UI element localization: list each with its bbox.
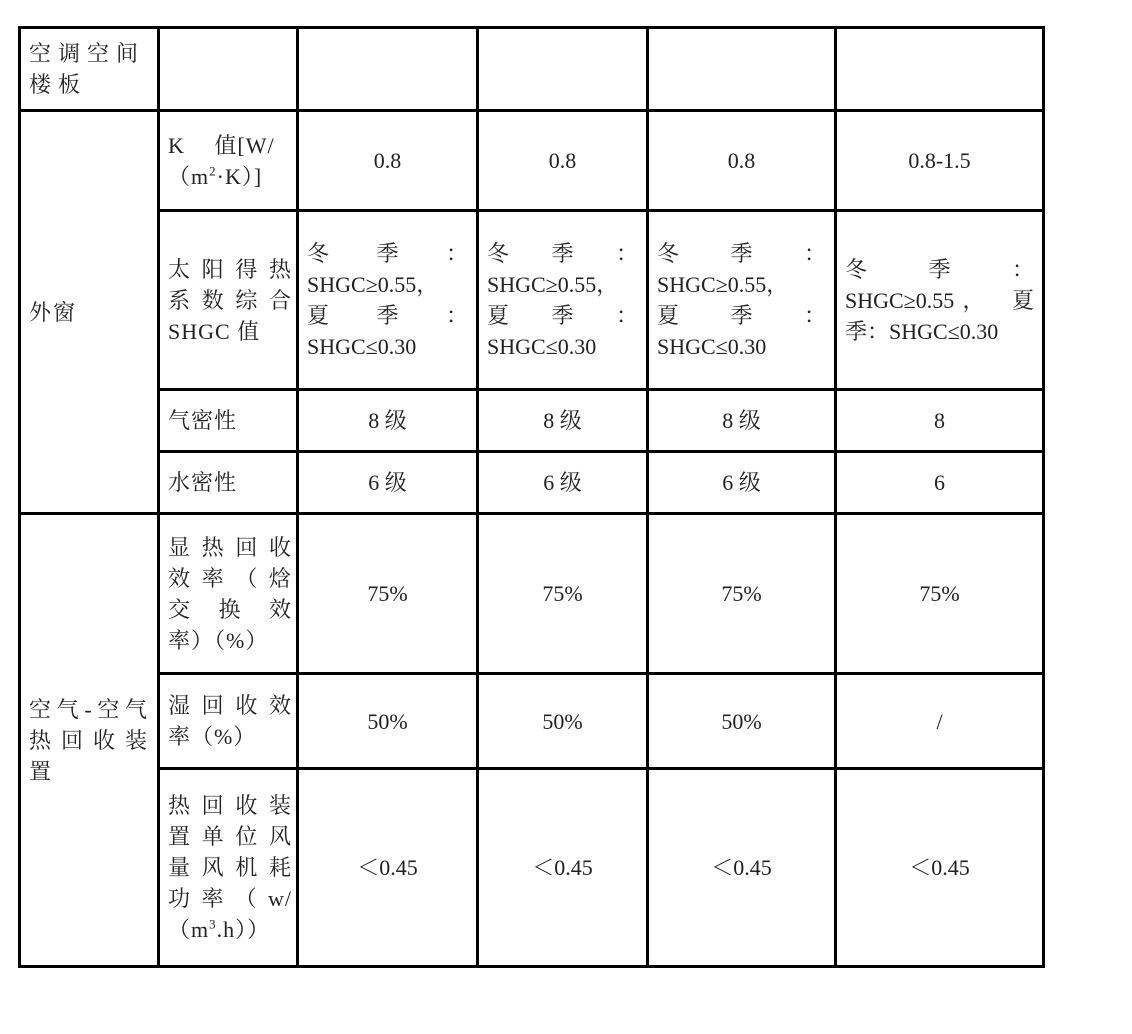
param-label: 系数综合: [168, 287, 292, 313]
value-text: SHGC≤0.30: [487, 334, 597, 359]
superscript: 3: [209, 916, 217, 932]
param-label: 交换效: [168, 596, 292, 622]
value-text: SHGC≥0.55，: [307, 272, 439, 297]
param-cell-fan-power: [159, 769, 298, 967]
group-label: 外窗: [29, 299, 78, 325]
value-cell: [298, 211, 478, 390]
param-label: 置单位风: [168, 824, 292, 849]
value-cell: [836, 211, 1044, 390]
value-cell: [648, 211, 836, 390]
value-cell: 50%: [478, 674, 648, 769]
table-cell: [478, 28, 648, 111]
group-label: 置: [29, 758, 54, 784]
param-cell-airtightness: 气密性: [159, 390, 298, 452]
table-cell: [159, 28, 298, 111]
param-cell-sensible-recovery: [159, 514, 298, 674]
value-cell: 6 级: [298, 452, 478, 514]
table-row: [20, 452, 1044, 514]
table-row: [20, 111, 1044, 211]
spec-table: [18, 26, 1045, 968]
value-cell: 8 级: [298, 390, 478, 452]
group-label: 热回收装: [29, 727, 149, 753]
param-label: 功率（w/: [168, 886, 292, 911]
value-text: SHGC≥0.55， 夏: [845, 287, 1034, 313]
param-label: （m: [168, 163, 210, 189]
param-label: 太阳得热: [168, 256, 292, 282]
param-label: K 值[W/: [168, 132, 275, 158]
value-cell: 8 级: [478, 390, 648, 452]
param-label: 量风机耗: [168, 855, 292, 880]
table-cell: [648, 28, 836, 111]
value-cell: 6 级: [648, 452, 836, 514]
table-row: [20, 390, 1044, 452]
value-cell: 6 级: [478, 452, 648, 514]
value-text: SHGC≤0.30: [657, 334, 767, 359]
superscript: 2: [209, 163, 217, 179]
param-label: SHGC 值: [168, 318, 261, 344]
value-cell: ＜0.45: [648, 769, 836, 967]
value-cell: 8 级: [648, 390, 836, 452]
value-cell: [478, 211, 648, 390]
group-label: 空气-空气: [29, 696, 149, 722]
value-cell: ＜0.45: [298, 769, 478, 967]
value-cell: 75%: [648, 514, 836, 674]
param-cell-humidity-recovery: [159, 674, 298, 769]
value-cell: 75%: [478, 514, 648, 674]
param-cell-shgc: [159, 211, 298, 390]
value-cell: 50%: [298, 674, 478, 769]
param-label: .h））: [216, 917, 271, 942]
param-cell-k-value: [159, 111, 298, 211]
value-text: 夏 季 ：: [657, 303, 826, 328]
table-cell: [836, 28, 1044, 111]
value-text: 夏 季 ：: [307, 303, 468, 328]
group-cell-window: [20, 111, 159, 514]
value-cell: 0.8: [478, 111, 648, 211]
value-text: 夏 季 ：: [487, 303, 638, 328]
table-row: [20, 28, 1044, 111]
value-text: 冬 季 ：: [657, 241, 826, 266]
param-label: 热回收装: [168, 793, 292, 818]
param-label: 效率（焓: [168, 565, 292, 591]
param-cell-watertightness: 水密性: [159, 452, 298, 514]
param-label: （m: [168, 917, 210, 942]
value-cell: 8: [836, 390, 1044, 452]
group-cell-heat-recovery: [20, 514, 159, 967]
group-cell-floor: [20, 28, 159, 111]
value-cell: 0.8: [648, 111, 836, 211]
value-cell: 6: [836, 452, 1044, 514]
param-label: 显热回收: [168, 534, 292, 560]
value-cell: 0.8-1.5: [836, 111, 1044, 211]
value-text: SHGC≥0.55，: [487, 272, 619, 297]
value-cell: 50%: [648, 674, 836, 769]
param-label: 率）（%）: [168, 627, 269, 653]
value-cell: 75%: [836, 514, 1044, 674]
value-cell: 75%: [298, 514, 478, 674]
value-text: 季：SHGC≤0.30: [845, 318, 999, 344]
param-label: 率（%）: [168, 724, 257, 749]
table-row: [20, 769, 1044, 967]
table-row: [20, 674, 1044, 769]
value-cell: 0.8: [298, 111, 478, 211]
value-text: 冬 季 ：: [307, 241, 468, 266]
table-row: [20, 514, 1044, 674]
value-text: SHGC≥0.55，: [657, 272, 789, 297]
value-cell: ＜0.45: [478, 769, 648, 967]
value-text: SHGC≤0.30: [307, 334, 417, 359]
param-label: ·K）]: [216, 163, 263, 189]
group-label: 空调空间楼板: [29, 41, 146, 97]
value-text: 冬 季 ：: [487, 241, 638, 266]
value-text: 冬 季 ：: [845, 256, 1034, 282]
value-cell: /: [836, 674, 1044, 769]
value-cell: ＜0.45: [836, 769, 1044, 967]
table-row: [20, 211, 1044, 390]
table-cell: [298, 28, 478, 111]
param-label: 湿回收效: [168, 693, 292, 718]
